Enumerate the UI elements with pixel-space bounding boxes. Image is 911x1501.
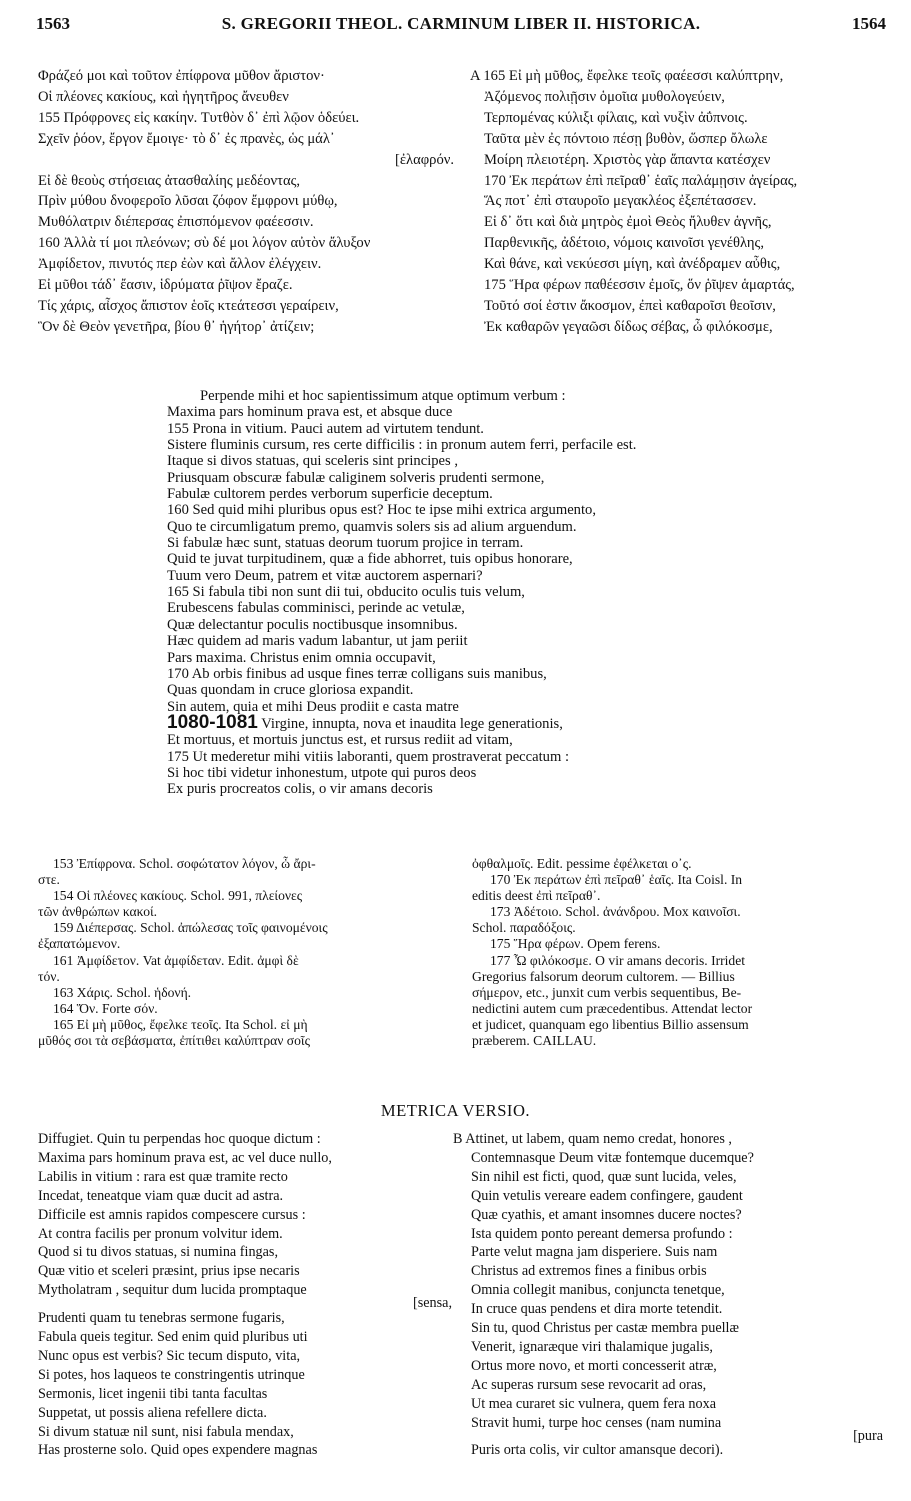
greek-column-left bbox=[38, 66, 458, 338]
verse-line: Has prosterne solo. Quid opes expendere magnas bbox=[38, 1442, 318, 1459]
verse-line: Puris orta colis, vir cultor amansque decori). bbox=[471, 1442, 724, 1459]
verse-line: Diffugiet. Quin tu perpendas hoc quoque dictum : bbox=[38, 1131, 321, 1147]
footnote-line: σήμερον, etc., junxit cum verbis sequentibus, Be- bbox=[472, 984, 742, 1000]
footnote-line: 154 Οἱ πλέονες κακίους. Schol. 991, πλείονες bbox=[53, 888, 303, 904]
verse-line: Ista quidem ponto pereant demersa profundo : bbox=[471, 1225, 733, 1242]
page-number-right: 1564 bbox=[852, 14, 886, 33]
greek-line: Σχεῖν ῥόον, ἔργον ἔμοιγε· τὸ δ᾽ ἐς πρανὲς, ὡς μάλ᾽ bbox=[38, 130, 335, 147]
greek-line: Καὶ θάνε, καὶ νεκύεσσι μίγη, καὶ ἀνέδραμεν αὖθις, bbox=[484, 256, 781, 273]
verse-line: Si divum statuæ nil sunt, nisi fabula mendax, bbox=[38, 1423, 294, 1440]
verse-line: Quod si tu divos statuas, si numina fingas, bbox=[38, 1244, 278, 1261]
latin-line: Et mortuus, et mortuis junctus est, et rursus rediit ad vitam, bbox=[167, 732, 513, 749]
latin-line: Ex puris procreatos colis, o vir amans decoris bbox=[167, 781, 433, 798]
verse-line: Sin nihil est ficti, quod, quæ sunt lucida, veles, bbox=[471, 1168, 737, 1185]
verse-line: In cruce quas pendens et dira morte tetendit. bbox=[471, 1301, 723, 1318]
latin-line: 170 Ab orbis finibus ad usque fines terræ colligans suis manibus, bbox=[167, 665, 547, 682]
page-number-left: 1563 bbox=[36, 14, 70, 33]
latin-line: Priusquam obscuræ fabulæ caliginem solveris prudenti sermone, bbox=[167, 469, 545, 486]
latin-line: Quo te circumligatum premo, quamvis solers sis ad alium arguendum. bbox=[167, 518, 577, 535]
verse-line: Parte velut magna jam disperiere. Suis nam bbox=[471, 1244, 718, 1261]
verse-line: Stravit humi, turpe hoc censes (nam numina bbox=[471, 1414, 722, 1431]
latin-line: Si fabulæ hæc sunt, statuas deorum tuorum projice in terram. bbox=[167, 535, 524, 552]
verse-line: Venerit, ignaræque viri thalamique jugalis, bbox=[471, 1338, 713, 1355]
verse-line: Si potes, hos laqueos te constringentis utrinque bbox=[38, 1366, 305, 1383]
latin-line: Tuum vero Deum, patrem et vitæ auctorem aspernari? bbox=[167, 567, 483, 584]
greek-line: 155 Πρόφρονες εἰς κακίην. Τυτθὸν δ᾽ ἐπὶ λῷον ὁδεύει. bbox=[38, 109, 360, 126]
greek-line: Ἅς ποτ᾽ ἐπὶ σταυροῖο μεγακλέος ἐξεπέτασσεν. bbox=[484, 193, 757, 210]
greek-line: 160 Ἀλλὰ τί μοι πλεόνων; σὺ δέ μοι λόγον αὐτὸν ἄλυξον bbox=[38, 235, 371, 252]
verse-line: Quæ cyathis, et amant insomnes ducere noctes? bbox=[471, 1206, 742, 1223]
greek-line: 175 Ἥρα φέρων παθέεσσιν ἐμοῖς, ὅν ῥῖψεν ἁμαρτάς, bbox=[484, 277, 795, 294]
latin-line: Itaque si divos statuas, qui sceleris sint principes , bbox=[167, 453, 459, 470]
section-title: METRICA VERSIO. bbox=[380, 1101, 531, 1120]
latin-line: Fabulæ cultorem perdes verborum superficie deceptum. bbox=[167, 486, 493, 503]
greek-line: Ἀμφίδετον, πινυτός περ ἐὼν καὶ ἄλλον ἐλέγχειν. bbox=[38, 256, 322, 273]
footnote-line: præberem. CAILLAU. bbox=[472, 1033, 597, 1049]
verse-line: Ortus more novo, et morti concesserit atræ, bbox=[471, 1357, 717, 1374]
verse-line: B Attinet, ut labem, quam nemo credat, honores , bbox=[453, 1131, 732, 1147]
verse-line: Maxima pars hominum prava est, ac vel duce nullo, bbox=[38, 1149, 332, 1166]
verse-line: Sermonis, licet ingenii tibi tanta facultas bbox=[38, 1385, 268, 1402]
verse-line-continuation: [sensa, bbox=[412, 1295, 452, 1312]
latin-line: Virgine, innupta, nova et inaudita lege generationis, bbox=[261, 715, 563, 732]
verse-line: Nunc opus est verbis? Sic tecum disputo, vita, bbox=[38, 1347, 301, 1364]
verse-line: Ac superas rursum sese revocarit ad oras, bbox=[471, 1376, 707, 1393]
footnote-line: 170 Ἐκ περάτων ἐπὶ πεῖραθ᾽ ἑαῖς. Ita Coisl. In bbox=[490, 872, 743, 888]
greek-line: Ἀζόμενος πολιῇσιν ὁμοῖια μυθολογεύειν, bbox=[484, 88, 725, 105]
footnote-line: 163 Χάρις. Schol. ἡδονή. bbox=[53, 984, 192, 1000]
greek-line: Φράζεό μοι καὶ τοῦτον ἐπίφρονα μῦθον ἄριστον· bbox=[38, 68, 325, 84]
footnote-line: 177 Ὦ φιλόκοσμε. O vir amans decoris. Irridet bbox=[490, 952, 746, 968]
verse-line: Prudenti quam tu tenebras sermone fugaris, bbox=[38, 1310, 285, 1327]
verse-line: Sin tu, quod Christus per castæ membra puellæ bbox=[471, 1320, 739, 1337]
footnote-line: τῶν ἀνθρώπων κακοί. bbox=[38, 904, 158, 920]
latin-prose-translation bbox=[167, 388, 847, 798]
greek-line: Ταῦτα μὲν ἐς πόντοιο πέσῃ βυθὸν, ὥσπερ ὄλωλε bbox=[484, 130, 768, 147]
latin-line: Sistere fluminis cursum, res certe difficilis : in pronum autem ferri, perfacile est. bbox=[167, 437, 637, 454]
greek-line: Εἰ μῦθοι τάδ᾽ ἔασιν, ἱδρύματα ῥῖψον ἔραζε. bbox=[38, 277, 293, 294]
greek-line: Πρὶν μύθου δνοφεροῖο λῦσαι ζόφον ἔμφρονι μύθῳ, bbox=[38, 193, 338, 210]
metrica-versio-column-left bbox=[38, 1130, 458, 1460]
footnote-line: Schol. παραδόξοις. bbox=[472, 920, 576, 936]
greek-line: Τερπομένας κύλιξι φίλαις, καὶ νυξὶν ἀΰπνοις. bbox=[484, 109, 748, 126]
footnote-line: 175 Ἥρα φέρων. Opem ferens. bbox=[490, 936, 661, 952]
greek-line: Εἰ δ᾽ ὅτι καὶ διὰ μητρὸς ἐμοὶ Θεὸς ἤλυθεν ἁγνῆς, bbox=[484, 214, 772, 231]
footnote-line: ὀφθαλμοῖς. Edit. pessime ἐφέλκεται ο᾽ς. bbox=[472, 856, 692, 871]
latin-line: Quæ delectantur poculis noctibusque insomnibus. bbox=[167, 616, 458, 633]
footnote-line: 164 Ὅν. Forte σόν. bbox=[53, 1000, 158, 1016]
latin-line: Erubescens fabulas comminisci, perinde ac vetulæ, bbox=[167, 600, 465, 617]
footnote-line: στε. bbox=[38, 872, 60, 888]
latin-line: Pars maxima. Christus enim omnia occupavit, bbox=[167, 649, 436, 666]
verse-line: Quæ vitio et sceleri præsint, prius ipse necaris bbox=[38, 1263, 300, 1280]
verse-line: Suppetat, ut possis aliena refellere dicta. bbox=[38, 1404, 267, 1421]
greek-line: Τοῦτό σοί ἐστιν ἄκοσμον, ἐπεὶ καθαροῖσι θεοῖσιν, bbox=[484, 297, 776, 314]
latin-line: Quid te juvat turpitudinem, quæ a fide abhorret, tuis opibus honorare, bbox=[167, 551, 573, 568]
footnote-line: μῦθός σοι τὰ σεβάσματα, ἐπίτιθει καλύπτραν σοῖς bbox=[38, 1033, 310, 1049]
running-head bbox=[36, 14, 886, 40]
greek-line: Μυθόλατριν διέπερσας ἐπισπόμενον φαέεσσιν. bbox=[38, 214, 314, 231]
footnote-line: 165 Εἰ μὴ μῦθος, ἔφελκε τεοῖς. Ita Schol. εἰ μὴ bbox=[53, 1016, 308, 1032]
footnote-line: 159 Διέπερσας. Schol. ἀπώλεσας τοῖς φαινομένοις bbox=[53, 920, 328, 936]
verse-line: Quin vetulis vereare eadem confingere, gaudent bbox=[471, 1187, 743, 1204]
greek-line-continuation: [ἐλαφρόν. bbox=[395, 151, 454, 168]
latin-line-with-pagetag bbox=[167, 711, 847, 733]
running-title: S. GREGORII THEOL. CARMINUM LIBER II. HISTORICA. bbox=[221, 14, 701, 33]
greek-column-right bbox=[470, 66, 888, 338]
verse-line: Labilis in vitium : rara est quæ tramite recto bbox=[38, 1168, 288, 1185]
verse-line: Omnia collegit manibus, conjuncta tenetque, bbox=[471, 1282, 725, 1299]
footnote-line: 153 Ἐπίφρονα. Schol. σοφώτατον λόγον, ὦ ἄρι- bbox=[53, 856, 316, 871]
latin-line: Si hoc tibi videtur inhonestum, utpote qui puros deos bbox=[167, 764, 477, 781]
footnote-line: editis deest ἐπὶ πεῖραθ᾽. bbox=[472, 888, 601, 904]
latin-line: Sin autem, quia et mihi Deus prodiit e casta matre bbox=[167, 698, 459, 715]
footnote-line: 173 Ἀδέτοιο. Schol. ἀνάνδρου. Mox καινοῖσι. bbox=[490, 904, 741, 920]
latin-line: 160 Sed quid mihi pluribus opus est? Hoc te ipse mihi extrica argumento, bbox=[167, 502, 596, 519]
latin-line: Maxima pars hominum prava est, et absque duce bbox=[167, 404, 453, 421]
latin-line: 155 Prona in vitium. Pauci autem ad virtutem tendunt. bbox=[167, 420, 484, 437]
footnote-line: Gregorius falsorum deorum cultorem. — Billius bbox=[472, 968, 735, 984]
page-reference-tag: 1080-1081 bbox=[167, 711, 258, 733]
latin-line: Hæc quidem ad maris vadum labantur, ut jam periit bbox=[167, 633, 468, 650]
verse-line: Christus ad extremos fines a finibus orbis bbox=[471, 1263, 707, 1280]
latin-line: Perpende mihi et hoc sapientissimum atque optimum verbum : bbox=[200, 388, 566, 404]
footnotes-column-right bbox=[472, 856, 886, 1049]
latin-line: 165 Si fabula tibi non sunt dii tui, obducito oculis tuis velum, bbox=[167, 584, 525, 601]
verse-line: Fabula queis tegitur. Sed enim quid pluribus uti bbox=[38, 1328, 308, 1345]
verse-line: At contra facilis per pronum volvitur idem. bbox=[38, 1225, 283, 1242]
verse-line: Ut mea curaret sic vulnera, quem fera noxa bbox=[471, 1395, 717, 1412]
verse-line: Incedat, teneatque viam quæ ducit ad astra. bbox=[38, 1187, 284, 1204]
footnote-line: ἐξαπατώμενον. bbox=[38, 936, 121, 952]
greek-line: 170 Ἐκ περάτων ἐπὶ πεῖραθ᾽ ἑαῖς παλάμῃσιν ἀγείρας, bbox=[484, 172, 798, 189]
footnote-line: τόν. bbox=[38, 968, 60, 984]
greek-line: Εἰ δὲ θεοὺς στήσειας ἀτασθαλίης μεδέοντας, bbox=[38, 172, 301, 189]
footnotes-column-left bbox=[38, 856, 458, 1049]
greek-line: Μοίρη πλειοτέρη. Χριστὸς γὰρ ἅπαντα κατέσχεν bbox=[484, 151, 771, 168]
verse-line: Difficile est amnis rapidos compescere cursus : bbox=[38, 1206, 306, 1223]
greek-line: Τίς χάρις, αἶσχος ἄπιστον ἑοῖς κτεάτεσσι γεραίρειν, bbox=[38, 297, 339, 314]
verse-line: Contemnasque Deum vitæ fontemque ducemque? bbox=[471, 1149, 754, 1166]
greek-line: A 165 Εἰ μὴ μῦθος, ἔφελκε τεοῖς φαέεσσι καλύπτρην, bbox=[470, 68, 784, 84]
greek-line: Ὃν δὲ Θεὸν γενετῆρα, βίου θ᾽ ἡγήτορ᾽ ἀτίζειν; bbox=[38, 318, 315, 335]
metrica-versio-column-right bbox=[453, 1130, 889, 1460]
verse-line-continuation: [pura bbox=[853, 1427, 883, 1444]
greek-line: Παρθενικῆς, ἀδέτοιο, νόμοις καινοῖσι γενέθλης, bbox=[484, 235, 764, 252]
footnote-line: et judicet, quanquam ego libentius Billio assensum bbox=[472, 1016, 749, 1032]
footnote-line: 161 Ἀμφίδετον. Vat ἀμφίδεταν. Edit. ἀμφὶ δὲ bbox=[53, 952, 299, 968]
greek-line: Οἱ πλέονες κακίους, καὶ ἡγητῆρος ἄνευθεν bbox=[38, 88, 289, 105]
verse-line: Mytholatram , sequitur dum lucida promptaque bbox=[38, 1282, 307, 1299]
latin-line: Quas quondam in cruce gloriosa expandit. bbox=[167, 682, 414, 699]
footnote-line: nedictini autem cum præcedentibus. Attendat lector bbox=[472, 1000, 753, 1016]
greek-line: Ἐκ καθαρῶν γεγαῶσι δίδως σέβας, ὦ φιλόκοσμε, bbox=[484, 318, 773, 335]
latin-line: 175 Ut mederetur mihi vitiis laboranti, quem prostraverat peccatum : bbox=[167, 748, 570, 765]
